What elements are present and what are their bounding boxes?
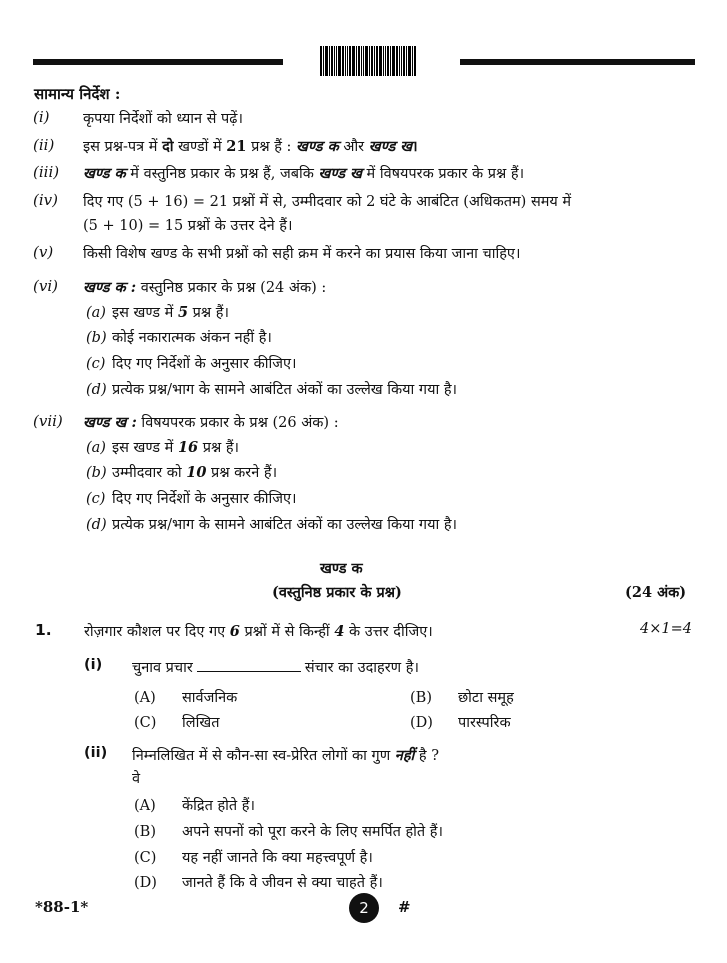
sub-instruction: (d) प्रत्येक प्रश्न/भाग के सामने आबंटित अंकों का उल्लेख किया गया है। xyxy=(86,517,458,533)
sub-instruction: (c) दिए गए निर्देशों के अनुसार कीजिए। xyxy=(86,491,297,507)
option: (D) पारस्परिक xyxy=(410,715,511,731)
sub-instruction: (d) प्रत्येक प्रश्न/भाग के सामने आबंटित अंकों का उल्लेख किया गया है। xyxy=(86,382,458,398)
question-marks: 4×1=4 xyxy=(640,621,692,637)
footer-hash: # xyxy=(398,898,411,916)
header-rule-left xyxy=(33,59,283,65)
instruction-number: (vi) xyxy=(33,277,58,295)
part-stem: चुनाव प्रचार संचार का उदाहरण है। xyxy=(132,660,419,676)
part-stem: निम्नलिखित में से कौन-सा स्व-प्रेरित लोगों का गुण नहीं है ? xyxy=(132,747,440,764)
section-title: खण्ड क xyxy=(320,560,363,577)
part-number: (i) xyxy=(84,657,103,673)
section-subtitle: (वस्तुनिष्ठ प्रकार के प्रश्न) xyxy=(272,584,402,601)
option: (A) केंद्रित होते हैं। xyxy=(134,798,255,814)
section-marks: (24 अंक) xyxy=(625,584,687,601)
instruction-number: (iii) xyxy=(33,163,60,181)
header-rule-right xyxy=(460,59,695,65)
instruction-text: इस प्रश्न-पत्र में दो खण्डों में 21 प्रश्न हैं : खण्ड क और खण्ड ख। xyxy=(83,138,418,155)
instruction-number: (ii) xyxy=(33,136,55,154)
instruction-number: (vii) xyxy=(33,412,63,430)
option: (B) छोटा समूह xyxy=(410,690,514,706)
instruction-text: (5 + 10) = 15 प्रश्नों के उत्तर देने हैं। xyxy=(83,218,293,234)
instruction-text: किसी विशेष खण्ड के सभी प्रश्नों को सही क्रम में करने का प्रयास किया जाना चाहिए। xyxy=(83,246,521,262)
section-b-heading: खण्ड ख : विषयपरक प्रकार के प्रश्न (26 अंक) : xyxy=(83,414,339,431)
sub-instruction: (b) उम्मीदवार को 10 प्रश्न करने हैं। xyxy=(86,464,278,481)
section-a-heading: खण्ड क : वस्तुनिष्ठ प्रकार के प्रश्न (24 अंक) : xyxy=(83,279,327,296)
sub-instruction: (a) इस खण्ड में 16 प्रश्न हैं। xyxy=(86,439,240,456)
answer-blank xyxy=(197,671,301,672)
sub-instruction: (c) दिए गए निर्देशों के अनुसार कीजिए। xyxy=(86,356,297,372)
instructions-title: सामान्य निर्देश : xyxy=(34,85,121,103)
instruction-number: (i) xyxy=(33,108,50,126)
option: (C) लिखित xyxy=(134,715,220,731)
sub-instruction: (b) कोई नकारात्मक अंकन नहीं है। xyxy=(86,330,272,346)
paper-code: *88-1* xyxy=(35,898,89,916)
question-text: रोज़गार कौशल पर दिए गए 6 प्रश्नों में से किन्हीं 4 के उत्तर दीजिए। xyxy=(84,623,433,640)
barcode xyxy=(320,46,438,76)
instruction-text: खण्ड क में वस्तुनिष्ठ प्रकार के प्रश्न हैं, जबकि खण्ड ख में विषयपरक प्रकार के प्रश्न हैं। xyxy=(83,165,525,182)
option: (D) जानते हैं कि वे जीवन से क्या चाहते हैं। xyxy=(134,875,383,891)
sub-instruction: (a) इस खण्ड में 5 प्रश्न हैं। xyxy=(86,304,229,321)
instruction-number: (v) xyxy=(33,243,54,261)
instruction-text: कृपया निर्देशों को ध्यान से पढ़ें। xyxy=(83,111,243,127)
instruction-number: (iv) xyxy=(33,191,58,209)
instruction-text: दिए गए (5 + 16) = 21 प्रश्नों में से, उम्मीदवार को 2 घंटे के आबंटित (अधिकतम) समय में xyxy=(83,194,572,210)
part-number: (ii) xyxy=(84,745,108,761)
option: (B) अपने सपनों को पूरा करने के लिए समर्पित होते हैं। xyxy=(134,824,443,840)
question-number: 1. xyxy=(35,621,52,639)
part-stem-continued: वे xyxy=(132,771,141,787)
option: (A) सार्वजनिक xyxy=(134,690,238,706)
option: (C) यह नहीं जानते कि क्या महत्त्वपूर्ण है। xyxy=(134,850,373,866)
page-number: 2 xyxy=(349,893,379,923)
